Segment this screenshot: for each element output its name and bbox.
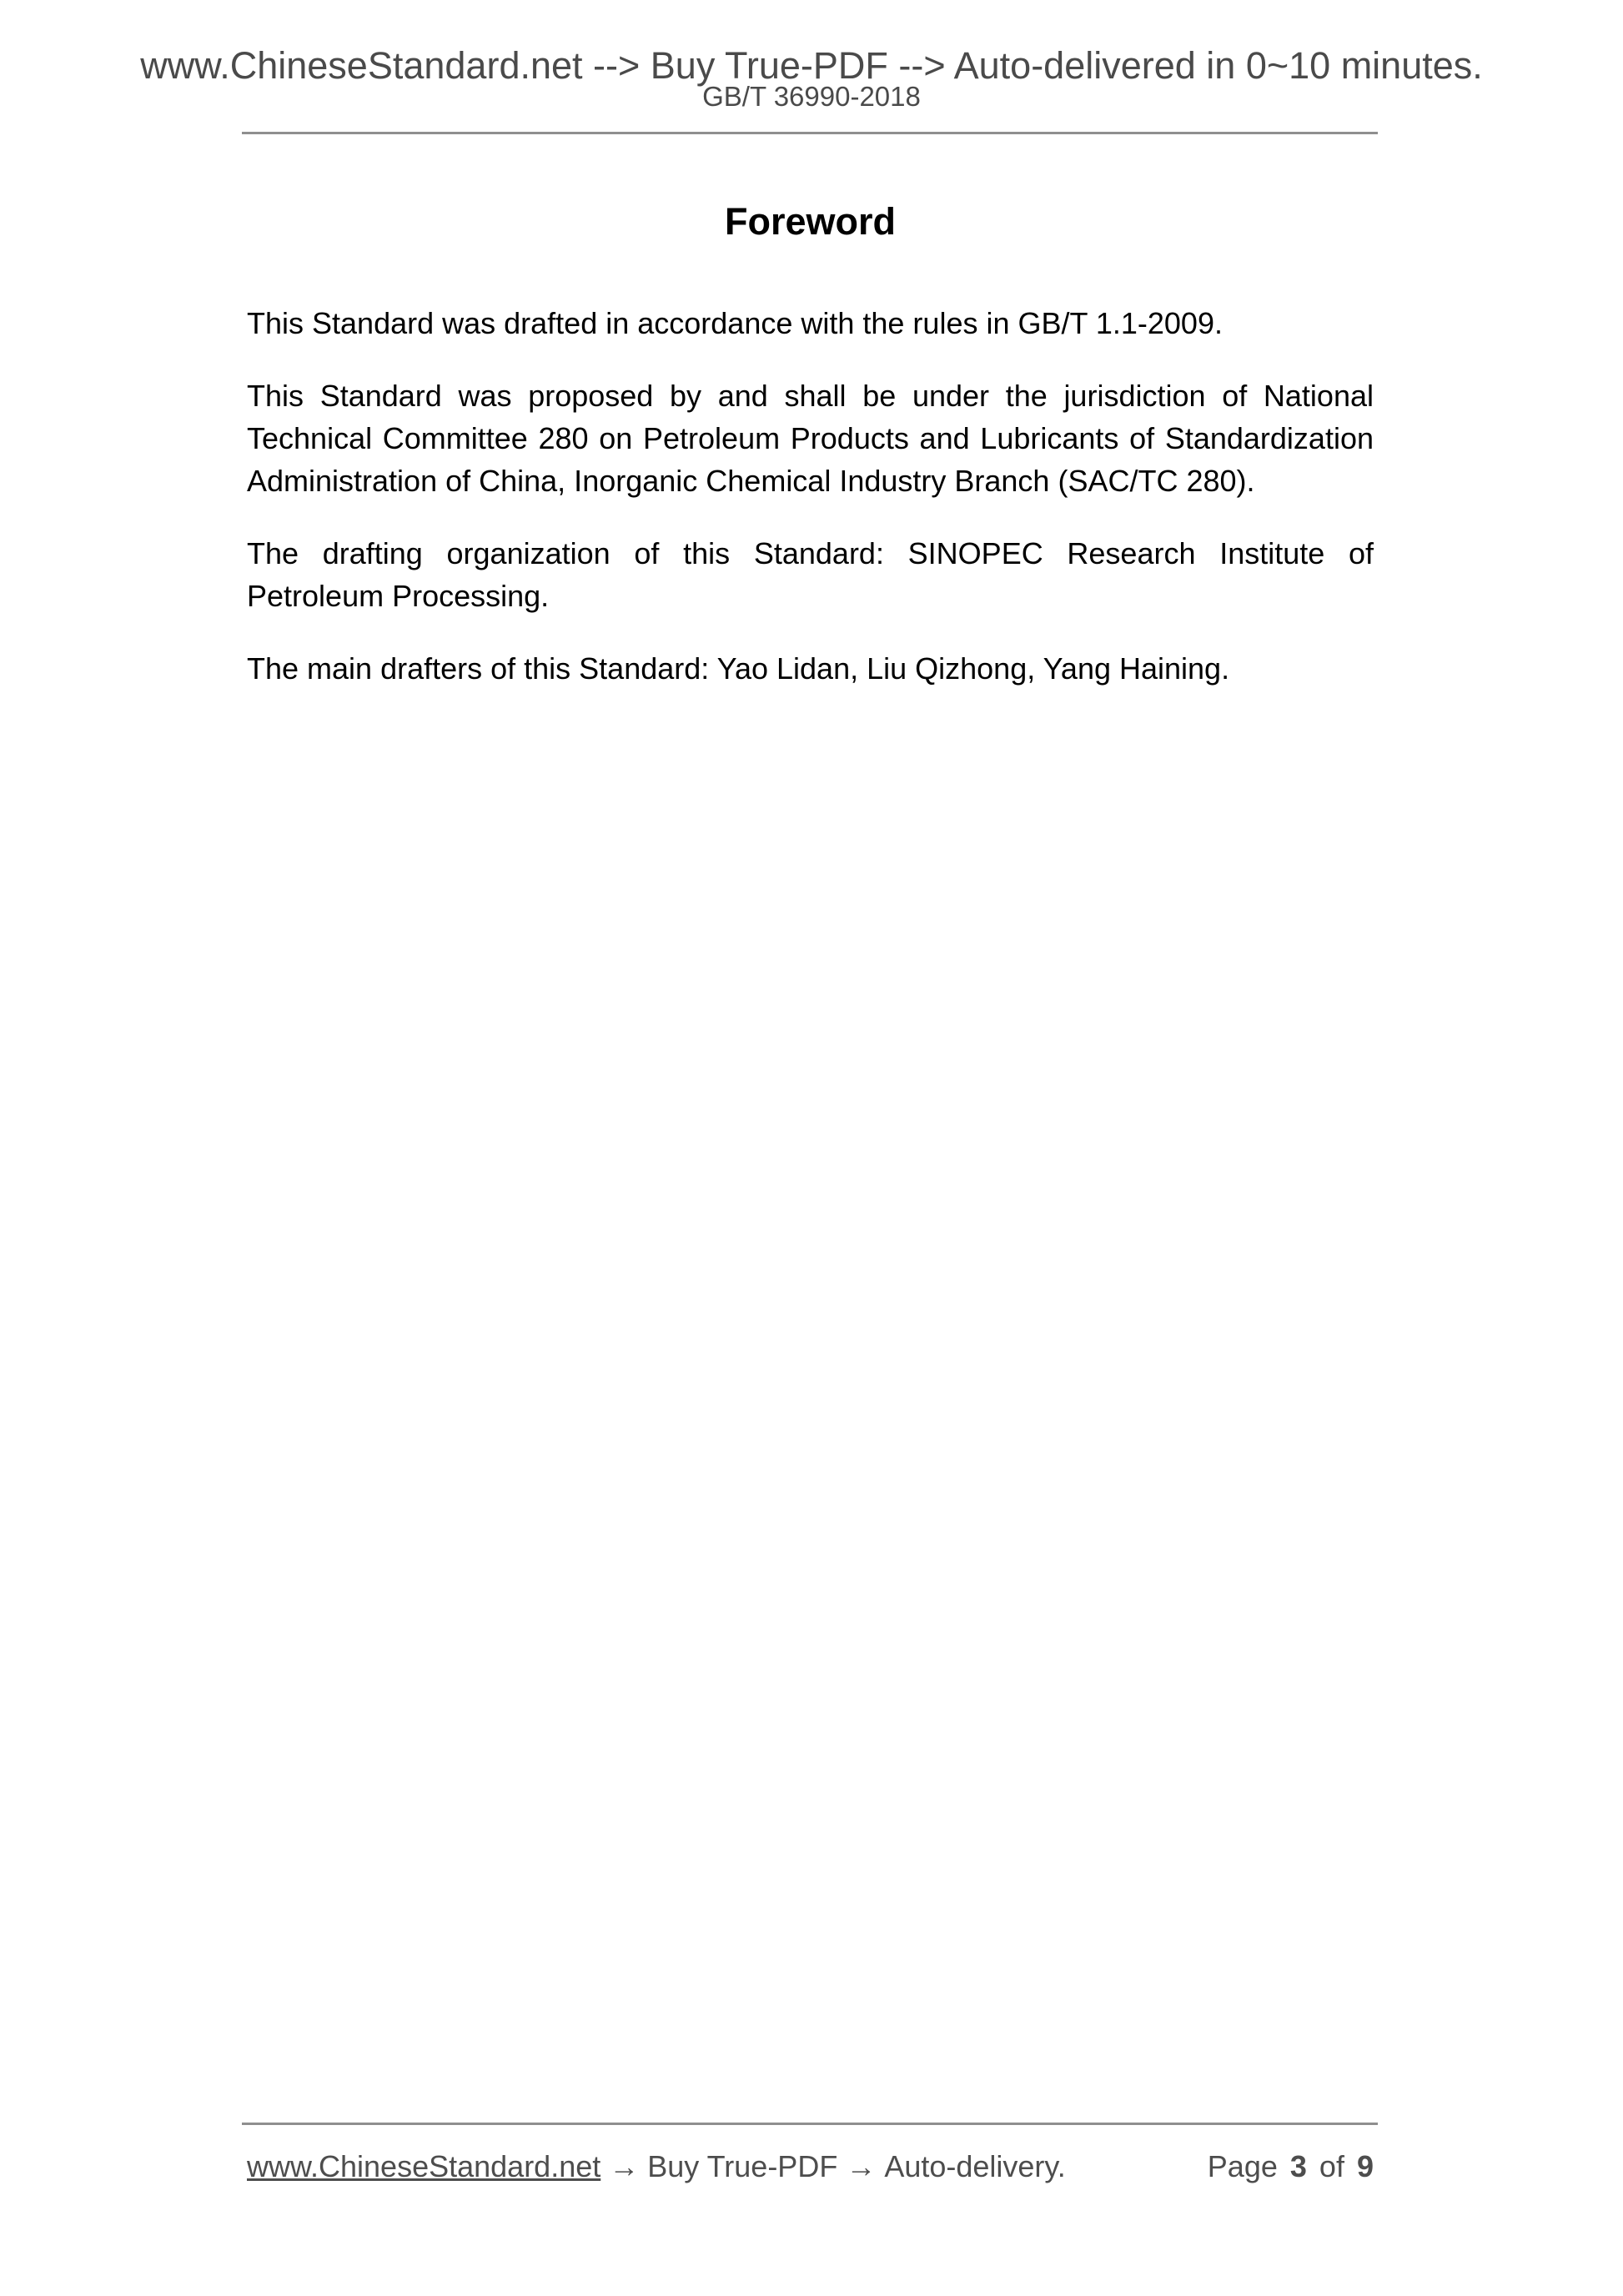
paragraph-drafting-rules: This Standard was drafted in accordance with the rules in GB/T 1.1-2009. — [247, 306, 1223, 340]
page-indicator — [1208, 2145, 1374, 2188]
right-arrow-icon: → — [609, 2149, 640, 2183]
page-of-label: of — [1319, 2149, 1344, 2183]
footer-left — [247, 2145, 1066, 2188]
footer-delivery-text: Auto-delivery. — [884, 2149, 1066, 2183]
header-banner: www.ChineseStandard.net --> Buy True-PDF --> Auto-delivered in 0~10 minutes. — [140, 44, 1483, 87]
page-total: 9 — [1356, 2149, 1374, 2183]
footer — [247, 2145, 1374, 2188]
header-doc-code: GB/T 36990-2018 — [702, 81, 921, 112]
footer-website-link[interactable]: www.ChineseStandard.net — [247, 2149, 601, 2183]
footer-divider — [242, 2123, 1378, 2125]
document-body — [247, 302, 1374, 720]
page-title: Foreword — [724, 200, 896, 243]
page-current: 3 — [1289, 2149, 1307, 2183]
page-label: Page — [1207, 2149, 1278, 2183]
paragraph-main-drafters: The main drafters of this Standard: Yao Lidan, Liu Qizhong, Yang Haining. — [247, 651, 1230, 686]
header-divider — [242, 132, 1378, 134]
paragraph-drafting-organization: The drafting organization of this Standard: SINOPEC Research Institute of Petroleum Processing. — [247, 536, 1374, 613]
footer-buy-text: Buy True-PDF — [647, 2149, 838, 2183]
right-arrow-icon: → — [846, 2149, 877, 2183]
paragraph-jurisdiction: This Standard was proposed by and shall be under the jurisdiction of National Technical Committee 280 on Petroleum Products and Lubricants of Standardization Administration of China, Inorganic Chemical Industry Branch (SAC/TC 280). — [247, 379, 1374, 498]
